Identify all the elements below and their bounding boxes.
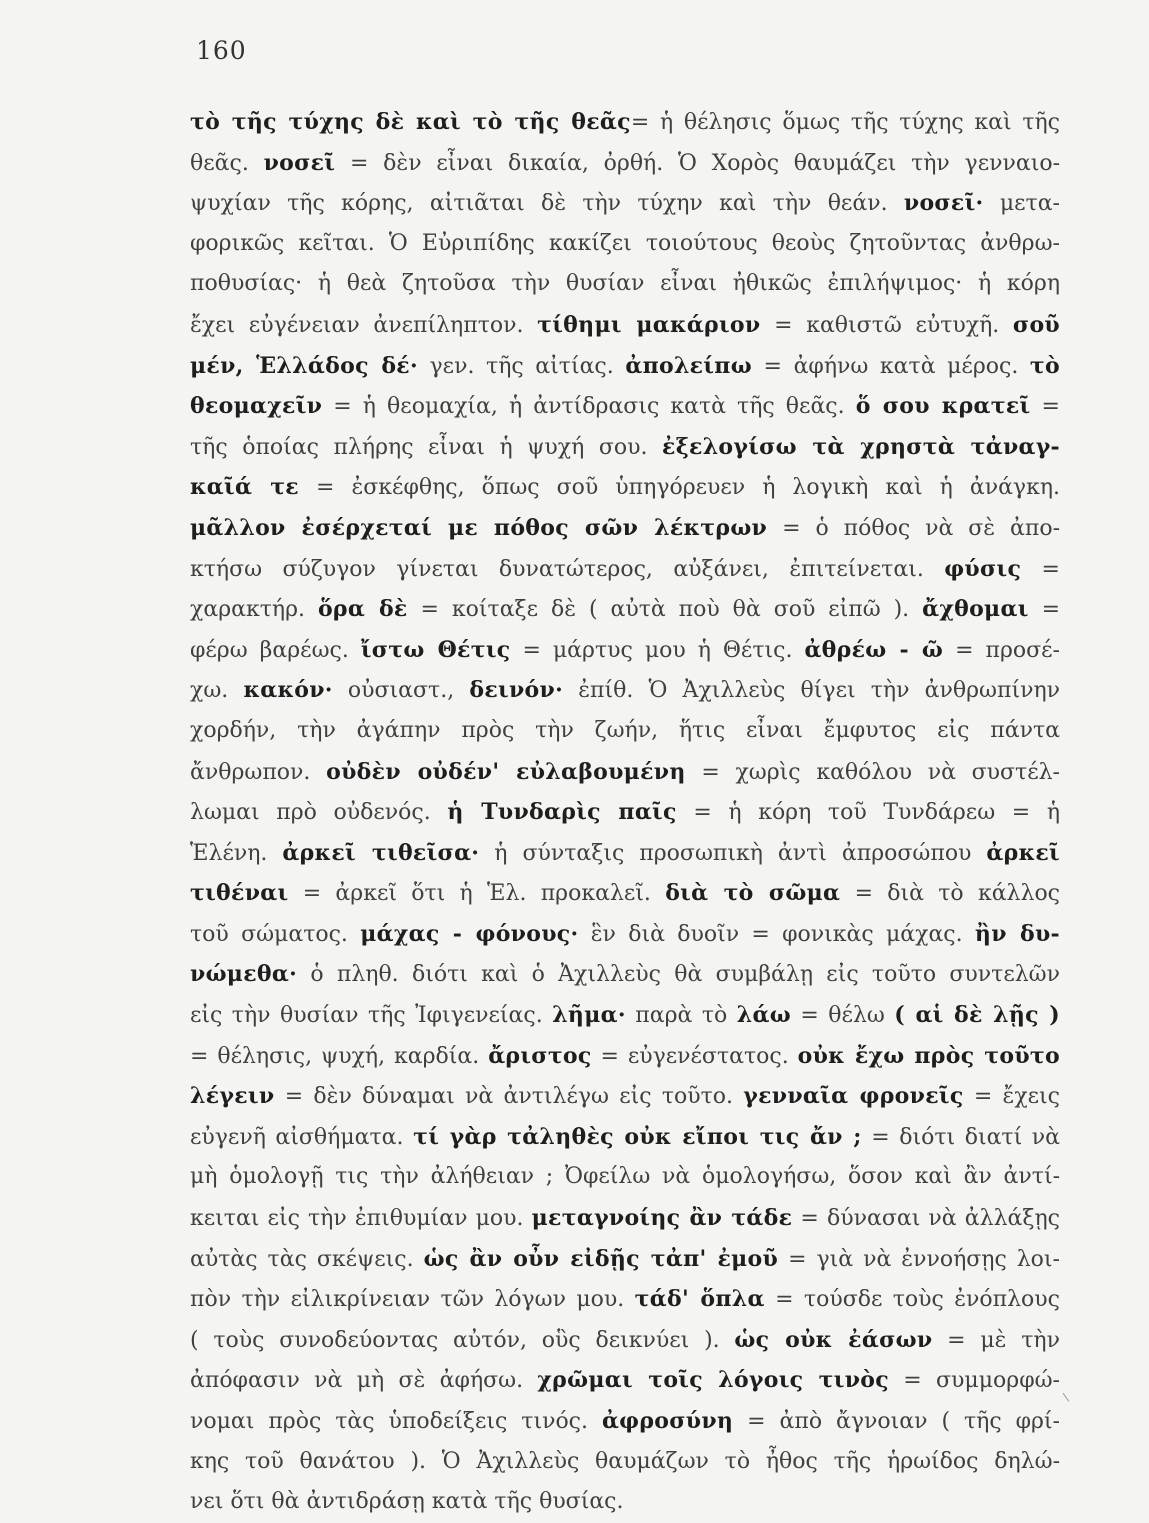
gloss-text: =	[1021, 556, 1060, 582]
text-line	[190, 183, 1060, 224]
gloss-text: = θέλω	[790, 1003, 895, 1029]
gloss-text: θεᾶς.	[190, 150, 264, 176]
text-line	[190, 914, 1060, 955]
lemma-term: γενναῖα φρονεῖς	[743, 1083, 964, 1110]
gloss-text: τοῦ σώματος.	[190, 921, 361, 947]
gloss-text: μετα-	[983, 191, 1060, 217]
lemma-term: ἀφροσύνη	[601, 1408, 734, 1434]
lemma-term: δεινόν·	[469, 677, 564, 704]
gloss-text: ποθυσίας· ἡ θεὰ ζητοῦσα τὴν θυσίαν εἶναι ἠθικῶς ἐπιλήψιμος· ἡ κόρη	[190, 271, 1060, 297]
gloss-text: = ἀπὸ ἄγνοιαν ( τῆς φρί-	[733, 1409, 1060, 1434]
text-line	[190, 264, 1060, 305]
text-line	[190, 1157, 1060, 1198]
lemma-term: ἀπολείπω	[625, 352, 752, 379]
gloss-text: ἄνθρωπον.	[190, 759, 327, 785]
gloss-text: ἓν διὰ δυοῖν = φονικὰς μάχας.	[578, 921, 975, 947]
gloss-text: = κοίταξε δὲ ( αὐτὰ ποὺ θὰ σοῦ εἰπῶ ).	[407, 597, 923, 623]
lemma-term: σοῦ	[1012, 311, 1060, 338]
gloss-text: λωμαι πρὸ οὐδενός.	[190, 800, 448, 826]
gloss-text: = γιὰ νὰ ἐννοήσῃς λοι-	[778, 1246, 1060, 1272]
lemma-term: μᾶλλον ἐσέρχεταί με πόθος σῶν λέκτρων	[190, 514, 768, 541]
lemma-term: ἄριστος	[488, 1042, 592, 1069]
text-line	[190, 630, 1060, 671]
gloss-text: = δὲν δύναμαι νὰ ἀντιλέγω εἰς τοῦτο.	[274, 1084, 744, 1110]
lemma-term: μέν, Ἑλλάδος δέ·	[190, 352, 418, 379]
text-line	[190, 1036, 1060, 1077]
gloss-text: κτήσω σύζυγον γίνεται δυνατώτερος, αὐξάνει, ἐπιτείνεται.	[190, 556, 945, 582]
text-line	[190, 143, 1060, 184]
lemma-term: χρῶμαι τοῖς λόγοις τινὸς	[537, 1367, 889, 1394]
lemma-term: οὐκ ἔχω πρὸς τοῦτο	[797, 1042, 1060, 1069]
gloss-text: = ἔχεις	[963, 1084, 1060, 1110]
gloss-text: = ἐσκέφθης, ὅπως σοῦ ὑπηγόρευεν ἡ λογικὴ καὶ ἡ ἀνάγκη.	[298, 475, 1060, 501]
gloss-text: = τούσδε τοὺς ἐνόπλους	[764, 1287, 1060, 1313]
gloss-text: ἔχει εὐγένειαν ἀνεπίληπτον.	[190, 312, 538, 338]
text-line	[190, 589, 1060, 630]
gloss-text: = θέλησις, ψυχή, καρδία.	[190, 1043, 489, 1069]
lemma-term: φύσις	[944, 555, 1022, 582]
text-line	[190, 386, 1060, 427]
gloss-text: εἰς τὴν θυσίαν τῆς Ἰφιγενείας.	[190, 1003, 553, 1029]
gloss-text: = ἡ κόρη τοῦ Τυνδάρεω = ἡ	[676, 800, 1060, 826]
gloss-text: μὴ ὁμολογῇ τις τὴν ἀλήθειαν ; Ὀφείλω νὰ ὁμολογήσω, ὅσον καὶ ἂν ἀντί-	[190, 1164, 1060, 1190]
text-line	[190, 427, 1060, 468]
text-line	[190, 1320, 1060, 1361]
lemma-term: ἡ Τυνδαρὶς παῖς	[447, 799, 677, 826]
gloss-text: = ἀρκεῖ ὅτι ἡ Ἑλ. προκαλεῖ.	[288, 881, 666, 907]
text-line	[190, 549, 1060, 590]
lemma-term: λάω	[736, 1002, 791, 1029]
text-line	[190, 711, 1060, 752]
gloss-text: ἡ σύνταξις προσωπικὴ ἀντὶ ἀπροσώπου	[479, 840, 987, 866]
gloss-text: γεν. τῆς αἰτίας.	[417, 353, 626, 379]
gloss-text: εὐγενῆ αἰσθήματα.	[190, 1124, 414, 1150]
gloss-text: = ἡ θέλησις ὅμως τῆς τύχης καὶ τῆς	[630, 110, 1061, 135]
lemma-term: λῆμα·	[552, 1002, 626, 1029]
lemma-term: νοσεῖ·	[903, 190, 984, 217]
text-line	[190, 833, 1060, 874]
lemma-term: θεομαχεῖν	[190, 393, 323, 420]
gloss-text: νομαι πρὸς τὰς ὑποδείξεις τινός.	[190, 1409, 602, 1434]
gloss-text: = χωρὶς καθόλου νὰ συστέλ-	[685, 759, 1060, 785]
gloss-text: χορδήν, τὴν ἀγάπην πρὸς τὴν ζωήν, ἥτις εἶναι ἔμφυτος εἰς πάντα	[190, 717, 1060, 743]
lemma-term: μάχας - φόνους·	[360, 920, 579, 947]
lemma-term: τὸ	[1029, 352, 1060, 379]
gloss-text: ἐπίθ. Ὁ Ἀχιλλεὺς θίγει τὴν ἀνθρωπίνην	[563, 678, 1061, 704]
lemma-term: μεταγνοίης ἂν τάδε	[531, 1205, 793, 1232]
text-line	[190, 305, 1060, 346]
text-line	[190, 792, 1060, 833]
text-line	[190, 1117, 1060, 1158]
commentary-text	[190, 102, 1060, 1523]
gloss-text: ( τοὺς συνοδεύοντας αὐτόν, οὓς δεικνύει ).	[190, 1327, 735, 1353]
text-line	[190, 224, 1060, 265]
gloss-text: κειται εἰς τὴν ἐπιθυμίαν μου.	[190, 1206, 532, 1232]
gloss-text: = μάρτυς μου ἡ Θέτις.	[510, 637, 805, 663]
text-line	[190, 1198, 1060, 1239]
gloss-text: κης τοῦ θανάτου ). Ὁ Ἀχιλλεὺς θαυμάζων τὸ ἦθος τῆς ἡρωίδος δηλώ-	[190, 1448, 1060, 1474]
lemma-term: ἐξελογίσω τὰ χρηστὰ τἀναγ-	[662, 433, 1060, 460]
text-line	[190, 670, 1060, 711]
lemma-term: ἢν δυ-	[974, 920, 1060, 947]
gloss-text: = ἀφήνω κατὰ μέρος.	[751, 353, 1030, 379]
gloss-text: ψυχίαν τῆς κόρης, αἰτιᾶται δὲ τὴν τύχην καὶ τὴν θεάν.	[190, 191, 904, 217]
lemma-term: τὸ τῆς τύχης δὲ καὶ τὸ τῆς θεᾶς	[190, 109, 631, 135]
lemma-term: ἄχθομαι	[922, 596, 1029, 623]
lemma-term: ἴστω Θέτις	[360, 636, 511, 663]
lemma-term: νώμεθα·	[190, 961, 298, 988]
lemma-term: τί γὰρ τἀληθὲς οὐκ εἴποι τις ἄν ;	[413, 1123, 862, 1150]
gloss-text: = προσέ-	[943, 637, 1060, 663]
gloss-text: ὁ πληθ. διότι καὶ ὁ Ἀχιλλεὺς θὰ συμβάλῃ εἰς τοῦτο συντελῶν	[297, 962, 1060, 988]
gloss-text: = μὲ τὴν	[932, 1327, 1060, 1353]
gloss-text: πὸν τὴν εἰλικρίνειαν τῶν λόγων μου.	[190, 1287, 635, 1313]
lemma-term: τίθημι μακάριον	[537, 311, 761, 338]
text-line	[190, 995, 1060, 1036]
lemma-term: καῖά τε	[190, 474, 299, 501]
gloss-text: χω.	[190, 678, 244, 704]
lemma-term: ἀρκεῖ τιθεῖσα·	[282, 839, 480, 866]
text-line	[190, 873, 1060, 914]
text-line	[190, 346, 1060, 387]
lemma-term: ἀθρέω - ῶ	[804, 636, 944, 663]
text-line	[190, 1279, 1060, 1320]
lemma-term: ἀρκεῖ	[986, 839, 1060, 866]
text-line	[190, 467, 1060, 508]
text-line	[190, 1482, 1060, 1523]
gloss-text: = ἡ θεομαχία, ἡ ἀντίδρασις κατὰ τῆς θεᾶς.	[322, 394, 856, 420]
text-line	[190, 102, 1060, 143]
text-line	[190, 1360, 1060, 1401]
lemma-term: ὡς οὐκ ἐάσων	[734, 1326, 933, 1353]
gloss-text: νει ὅτι θὰ ἀντιδράσῃ κατὰ τῆς θυσίας.	[190, 1489, 624, 1515]
text-line	[190, 1442, 1060, 1483]
lemma-term: οὐδὲν οὐδέν' εὐλαβουμένη	[326, 758, 686, 785]
lemma-term: ὡς ἂν οὖν εἰδῇς τἀπ' ἐμοῦ	[423, 1245, 779, 1272]
gloss-text: =	[1028, 597, 1060, 623]
page-number: 160	[196, 36, 247, 65]
gloss-text: = διὰ τὸ κάλλος	[840, 881, 1061, 907]
gloss-text: οὐσιαστ.,	[332, 678, 470, 704]
gloss-text: =	[1030, 394, 1060, 420]
gloss-text: = ὁ πόθος νὰ σὲ ἀπο-	[767, 515, 1061, 541]
text-line	[190, 508, 1060, 549]
gloss-text: = δύνασαι νὰ ἀλλάξῃς	[792, 1206, 1061, 1232]
lemma-term: ( αἱ δὲ λῇς )	[894, 1002, 1060, 1029]
lemma-term: τιθέναι	[190, 880, 289, 907]
text-line	[190, 1401, 1060, 1442]
text-line	[190, 1239, 1060, 1280]
gloss-text: = καθιστῶ εὐτυχῆ.	[760, 312, 1013, 338]
gloss-text: = συμμορφώ-	[888, 1368, 1060, 1394]
lemma-term: λέγειν	[190, 1083, 275, 1110]
text-line	[190, 954, 1060, 995]
lemma-term: ὅ σου κρατεῖ	[855, 393, 1031, 420]
gloss-text: φέρω βαρέως.	[190, 637, 361, 663]
gloss-text: = δὲν εἶναι δικαία, ὀρθή. Ὁ Χορὸς θαυμάζει τὴν γενναιο-	[335, 150, 1060, 176]
gloss-text: ἀπόφασιν νὰ μὴ σὲ ἀφήσω.	[190, 1368, 538, 1394]
lemma-term: κακόν·	[243, 677, 333, 704]
gloss-text: αὐτὰς τὰς σκέψεις.	[190, 1246, 424, 1272]
gloss-text: = εὐγενέστατος.	[591, 1043, 798, 1069]
gloss-text: Ἑλένη.	[190, 840, 283, 866]
lemma-term: τάδ' ὅπλα	[634, 1286, 765, 1313]
lemma-term: νοσεῖ	[263, 149, 336, 176]
gloss-text: χαρακτήρ.	[190, 597, 318, 623]
lemma-term: ὅρα δὲ	[317, 596, 408, 623]
text-line	[190, 752, 1060, 793]
gloss-text: = διότι διατί νὰ	[861, 1124, 1061, 1150]
gloss-text: φορικῶς κεῖται. Ὁ Εὐριπίδης κακίζει τοιούτους θεοὺς ζητοῦντας ἀνθρω-	[190, 230, 1060, 256]
gloss-text: παρὰ τὸ	[625, 1003, 737, 1029]
gloss-text: τῆς ὁποίας πλήρης εἶναι ἡ ψυχή σου.	[190, 434, 663, 460]
lemma-term: διὰ τὸ σῶμα	[665, 880, 841, 907]
text-line	[190, 1076, 1060, 1117]
